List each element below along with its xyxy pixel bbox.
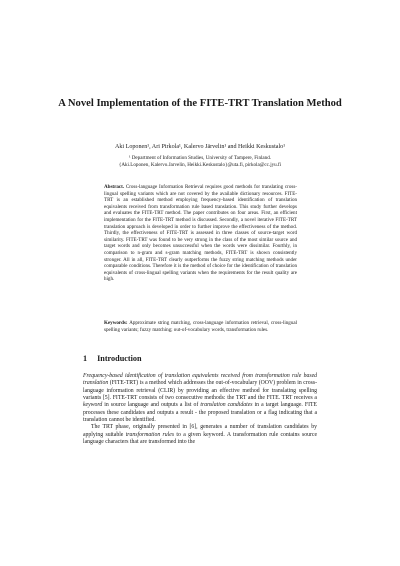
affiliation-line: ¹ Department of Information Studies, University of Tampere, Finland. (128, 155, 272, 161)
keywords-label: Keywords: (104, 320, 128, 326)
intro-text: in a target language. FITE processes these candidates and outputs a result - the proposed translation or a flag indicating that a translation cannot be identified. (83, 402, 318, 424)
affiliation-block (40, 155, 360, 168)
abstract-label: Abstract. (104, 184, 125, 190)
intro-text: The TRT phase, originally presented in [6], generates a number of translation candidates by applying suitable (83, 424, 317, 438)
section-number: 1 (83, 354, 88, 363)
intro-text: in source language and outputs a list of (102, 402, 201, 409)
keywords (104, 320, 297, 333)
intro-text: to a given keyword. A transformation rule contains source language characters that are transformed into the (83, 431, 317, 446)
email-line: {Aki.Loponen, Kalervo.Jarvelin, Heikki.Keskustalo}@uta.fi, pirkola@cc.jyu.fi (118, 161, 282, 168)
paper-title: A Novel Implementation of the FITE-TRT Translation Method (58, 98, 342, 109)
intro-paragraph (83, 373, 317, 424)
intro-emphasis: translation candidates (200, 402, 253, 409)
intro-emphasis: Frequency-based identification of translation equivalents received from transformation rule based translation (83, 373, 317, 387)
abstract (104, 184, 297, 283)
introduction-body (83, 373, 317, 446)
author-list: Aki Loponen¹, Ari Pirkola¹, Kalervo Järvelin¹ and Heikki Keskustalo¹ (114, 144, 286, 150)
section-title: Introduction (97, 354, 142, 363)
intro-text: (FITE-TRT) is a method which addresses the out-of-vocabulary (OOV) problem in cross-language information retrieval (CLIR) by providing an effective method for translating spelling variants [5]. FITE-TRT consists of two consecutive methods: the TRT and the FITE. TRT receives a (83, 380, 317, 402)
keywords-text: Approximate string matching, cross-language information retrieval, cross-lingual spelling variants; fuzzy matching; out-of-vocabulary words, transformation rules. (104, 320, 297, 333)
intro-paragraph (83, 424, 317, 446)
section-heading (83, 354, 142, 364)
abstract-text: Cross-language Information Retrieval requires good methods for translating cross-lingual spelling variants which are not covered by the available dictionary resources. FITE-TRT is an established method employing frequency-based identification of translation equivalents received from transformation rule based translation. This study further develops and evaluates the FITE-TRT method. The paper contributes on four areas. First, an efficient implementation for the FITE-TRT method is discussed. Secondly, a novel iterative FITE-TRT translation approach is developed in order to further improve the effectiveness of the method. Thirdly, the effectiveness of FITE-TRT is assessed in three classes of source-target word similarity. FITE-TRT was found to be very strong in the class of the most similar source and target words and only becomes unsuccessful when the words were dissimilar. Fourthly, in comparison to n-gram and s-gram matching methods, FITE-TRT is shown consistently stronger. All in all, FITE-TRT clearly outperforms the fuzzy string matching methods under comparable conditions. Therefore it is the method of choice for the identification of translation equivalents of cross-lingual spelling variants when the requirements for the result quality are high. (104, 184, 297, 283)
intro-emphasis: transformation rules (125, 431, 175, 438)
intro-emphasis: keyword (83, 402, 103, 409)
